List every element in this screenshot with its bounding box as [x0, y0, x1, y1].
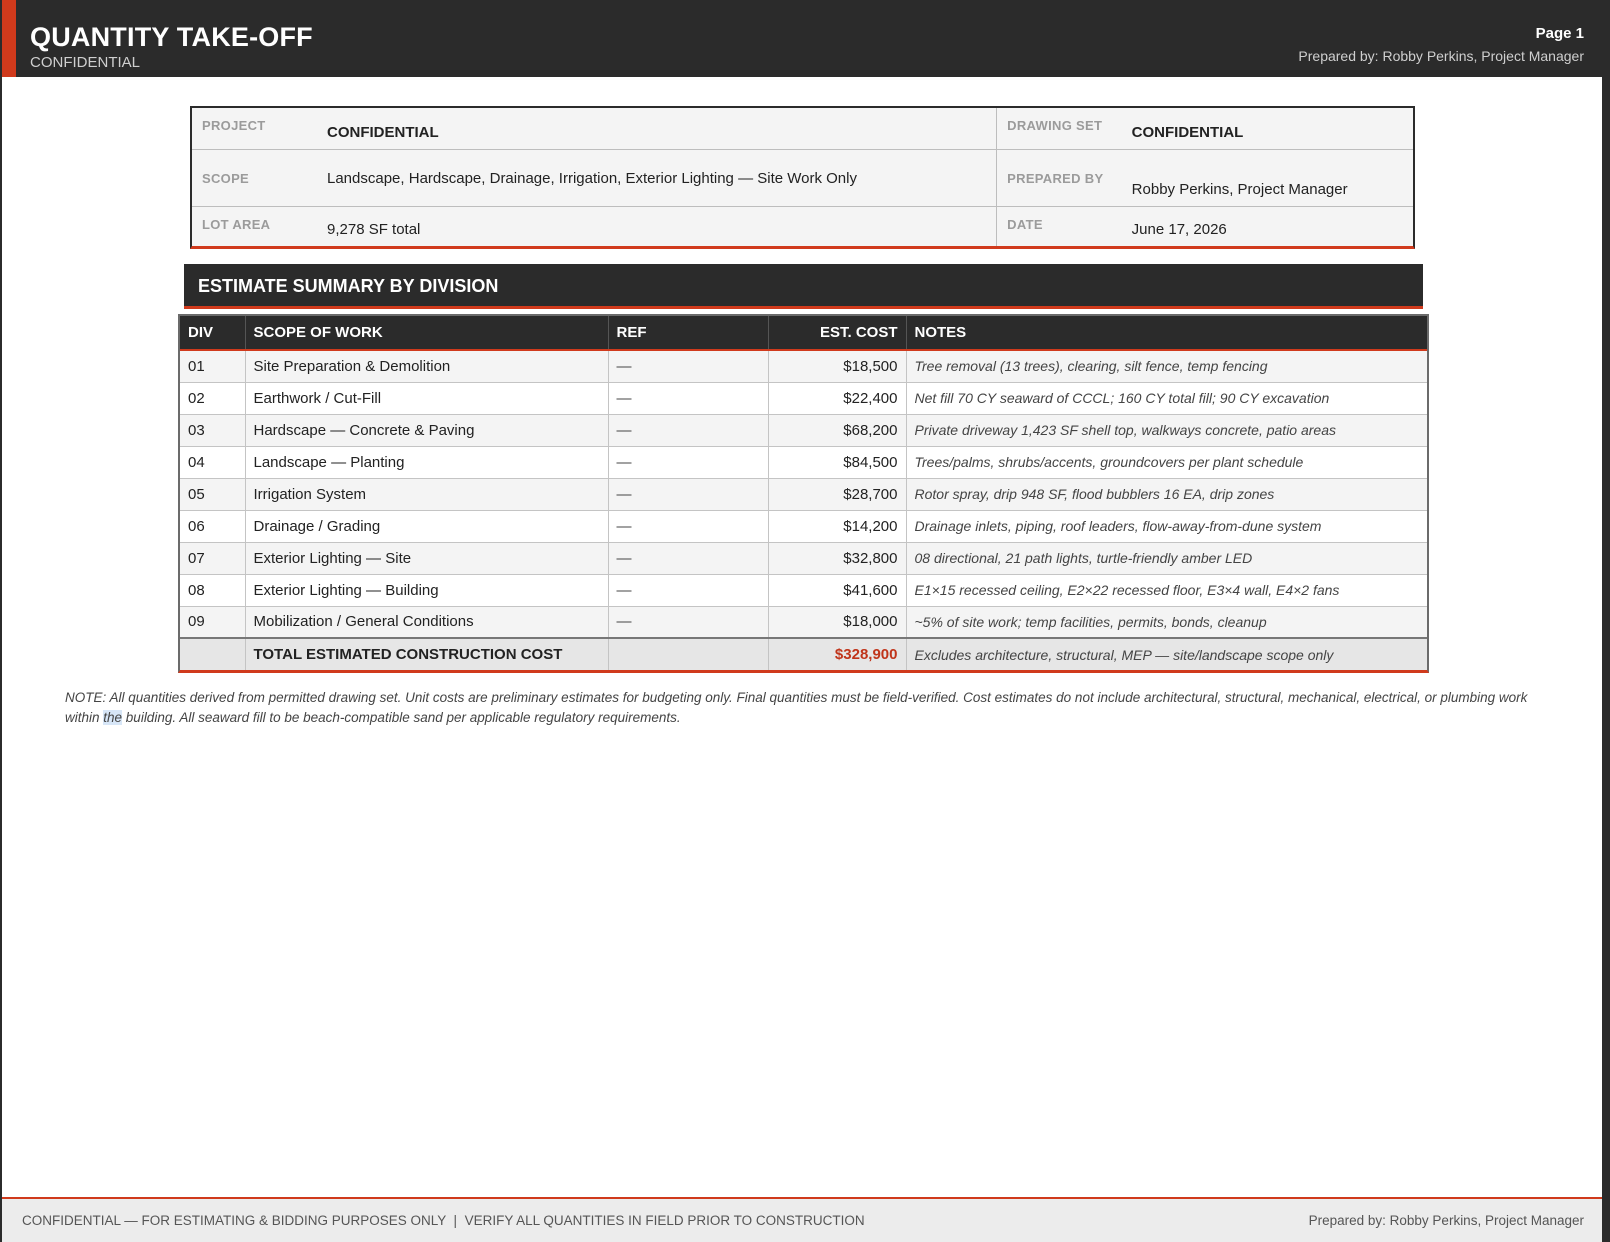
notes-cell: Tree removal (13 trees), clearing, silt fence, temp fencing	[906, 350, 1427, 382]
drawing-set-value: CONFIDENTIAL	[1122, 108, 1413, 149]
notes-cell: ~5% of site work; temp facilities, permits, bonds, cleanup	[906, 606, 1427, 638]
scope-cell: Site Preparation & Demolition	[245, 350, 608, 382]
footnote-selected-text[interactable]: the	[103, 710, 123, 725]
scope-cell: Drainage / Grading	[245, 510, 608, 542]
footer-prepared-by: Prepared by: Robby Perkins, Project Manager	[1308, 1213, 1584, 1228]
project-value: CONFIDENTIAL	[317, 108, 997, 149]
ref-cell: —	[608, 574, 768, 606]
cost-cell: $68,200	[768, 414, 906, 446]
footnote-text-end: building. All seaward fill to be beach-compatible sand per applicable regulatory requirements.	[122, 710, 681, 725]
notes-cell: Trees/palms, shrubs/accents, groundcovers per plant schedule	[906, 446, 1427, 478]
section-banner	[184, 264, 1423, 309]
document-title: QUANTITY TAKE-OFF	[30, 22, 313, 52]
notes-cell: Rotor spray, drip 948 SF, flood bubblers 16 EA, drip zones	[906, 478, 1427, 510]
ref-cell: —	[608, 414, 768, 446]
ref-cell: —	[608, 606, 768, 638]
header-notes: NOTES	[906, 316, 1427, 350]
project-label: PROJECT	[192, 108, 317, 149]
table-row	[180, 350, 1427, 382]
footnote-text-start: NOTE: All quantities derived from permitted drawing set. Unit costs are preliminary estimates for budgeting only. Final quantities must be field-verified. Cost estimates do not include architectural, structural, mechanical, electrical, or plumbing work within	[65, 690, 1528, 725]
estimate-table	[178, 314, 1429, 673]
notes-cell: E1×15 recessed ceiling, E2×22 recessed floor, E3×4 wall, E4×2 fans	[906, 574, 1427, 606]
div-cell: 05	[180, 478, 245, 510]
div-cell: 09	[180, 606, 245, 638]
cost-cell: $41,600	[768, 574, 906, 606]
document-subtitle: CONFIDENTIAL	[30, 54, 141, 71]
total-notes: Excludes architecture, structural, MEP — site/landscape scope only	[906, 638, 1427, 670]
header-prepared-by: Prepared by: Robby Perkins, Project Manager	[1298, 48, 1584, 64]
page-header	[2, 0, 1602, 77]
table-row	[180, 446, 1427, 478]
page-footer	[2, 1197, 1602, 1242]
notes-cell: Private driveway 1,423 SF shell top, walkways concrete, patio areas	[906, 414, 1427, 446]
prepared-by-value: Robby Perkins, Project Manager	[1122, 149, 1413, 206]
footnote	[65, 688, 1545, 728]
scope-cell: Hardscape — Concrete & Paving	[245, 414, 608, 446]
table-row	[180, 542, 1427, 574]
total-div-cell	[180, 638, 245, 670]
cost-cell: $14,200	[768, 510, 906, 542]
lot-area-label: LOT AREA	[202, 216, 271, 232]
div-cell: 06	[180, 510, 245, 542]
div-cell: 03	[180, 414, 245, 446]
footer-disclaimer: CONFIDENTIAL — FOR ESTIMATING & BIDDING PURPOSES ONLY | VERIFY ALL QUANTITIES IN FIELD PRIOR TO CONSTRUCTION	[22, 1213, 865, 1228]
scope-cell: Exterior Lighting — Site	[245, 542, 608, 574]
document-page	[2, 0, 1602, 1242]
table-row	[180, 414, 1427, 446]
table-row	[180, 574, 1427, 606]
header-accent-bar	[2, 0, 16, 77]
scope-cell: Mobilization / General Conditions	[245, 606, 608, 638]
header-ref: REF	[608, 316, 768, 350]
scope-cell: Earthwork / Cut-Fill	[245, 382, 608, 414]
scope-cell: Landscape — Planting	[245, 446, 608, 478]
header-div: DIV	[180, 316, 245, 350]
cost-cell: $84,500	[768, 446, 906, 478]
div-cell: 02	[180, 382, 245, 414]
date-value: June 17, 2026	[1131, 221, 1227, 238]
ref-cell: —	[608, 350, 768, 382]
total-label: TOTAL ESTIMATED CONSTRUCTION COST	[245, 638, 608, 670]
total-row	[180, 638, 1427, 670]
lot-area-value: 9,278 SF total	[327, 221, 421, 238]
div-cell: 07	[180, 542, 245, 574]
header-cost: EST. COST	[768, 316, 906, 350]
table-row	[180, 382, 1427, 414]
table-row	[180, 606, 1427, 638]
div-cell: 08	[180, 574, 245, 606]
date-label: DATE	[997, 206, 1122, 246]
cost-cell: $22,400	[768, 382, 906, 414]
scope-cell: Exterior Lighting — Building	[245, 574, 608, 606]
cost-cell: $18,500	[768, 350, 906, 382]
cost-cell: $28,700	[768, 478, 906, 510]
scope-label: SCOPE	[192, 149, 317, 206]
ref-cell: —	[608, 446, 768, 478]
ref-cell: —	[608, 510, 768, 542]
total-ref-cell	[608, 638, 768, 670]
page-number: Page 1	[1535, 25, 1584, 42]
scope-value: Landscape, Hardscape, Drainage, Irrigation, Exterior Lighting — Site Work Only	[317, 149, 997, 206]
prepared-by-label: PREPARED BY	[997, 149, 1122, 206]
table-header-row	[180, 316, 1427, 350]
cost-cell: $32,800	[768, 542, 906, 574]
drawing-set-label: DRAWING SET	[997, 108, 1122, 149]
total-cost: $328,900	[768, 638, 906, 670]
notes-cell: Net fill 70 CY seaward of CCCL; 160 CY total fill; 90 CY excavation	[906, 382, 1427, 414]
div-cell: 04	[180, 446, 245, 478]
ref-cell: —	[608, 542, 768, 574]
cost-cell: $18,000	[768, 606, 906, 638]
notes-cell: Drainage inlets, piping, roof leaders, flow-away-from-dune system	[906, 510, 1427, 542]
header-scope: SCOPE OF WORK	[245, 316, 608, 350]
div-cell: 01	[180, 350, 245, 382]
project-info-box	[190, 106, 1415, 249]
ref-cell: —	[608, 478, 768, 510]
notes-cell: 08 directional, 21 path lights, turtle-friendly amber LED	[906, 542, 1427, 574]
scope-cell: Irrigation System	[245, 478, 608, 510]
section-title: ESTIMATE SUMMARY BY DIVISION	[198, 276, 499, 296]
ref-cell: —	[608, 382, 768, 414]
table-row	[180, 478, 1427, 510]
table-row	[180, 510, 1427, 542]
